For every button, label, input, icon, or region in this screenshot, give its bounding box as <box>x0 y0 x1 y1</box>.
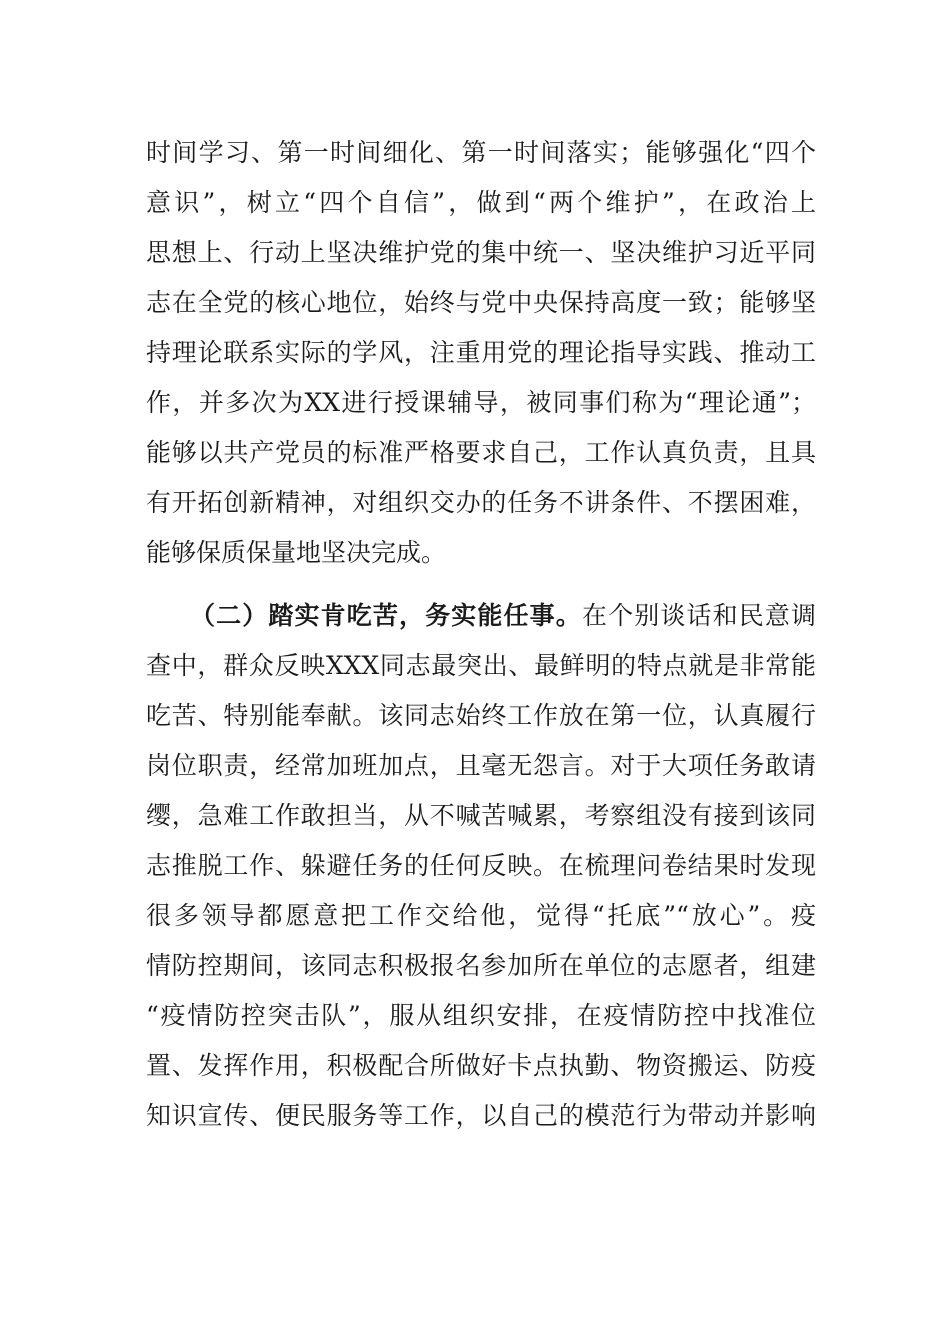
text-line: 查中，群众反映XXX同志最突出、最鲜明的特点就是非常能 <box>146 651 816 680</box>
paragraph-1 <box>146 128 816 578</box>
text-line: 缨，急难工作敢担当，从不喊苦喊累，考察组没有接到该同 <box>146 801 816 830</box>
text-line: 能够保质保量地坚决完成。 <box>146 538 447 567</box>
text-line: 情防控期间，该同志积极报名参加所在单位的志愿者，组建 <box>146 951 816 980</box>
text-line: 志推脱工作、躲避任务的任何反映。在梳理问卷结果时发现 <box>146 851 816 880</box>
text-run: 在个别谈话和民意调 <box>581 601 816 630</box>
text-line: 置、发挥作用，积极配合所做好卡点执勤、物资搬运、防疫 <box>146 1051 816 1080</box>
section-heading: （二）踏实肯吃苦，务实能任事。 <box>190 601 582 630</box>
text-line: 持理论联系实际的学风，注重用党的理论指导实践、推动工 <box>146 338 816 367</box>
paragraph-gap <box>146 578 816 591</box>
text-line-with-heading <box>146 591 816 641</box>
text-line: 能够以共产党员的标准严格要求自己，工作认真负责，且具 <box>146 438 816 467</box>
text-line: 志在全党的核心地位，始终与党中央保持高度一致；能够坚 <box>146 288 816 317</box>
document-body <box>146 128 816 1141</box>
text-line: 知识宣传、便民服务等工作，以自己的模范行为带动并影响 <box>146 1101 816 1130</box>
text-line: 思想上、行动上坚决维护党的集中统一、坚决维护习近平同 <box>146 238 816 267</box>
text-line: 时间学习、第一时间细化、第一时间落实；能够强化“四个 <box>146 138 816 167</box>
text-line: “疫情防控突击队”，服从组织安排，在疫情防控中找准位 <box>146 1001 816 1030</box>
text-line: 意识”，树立“四个自信”，做到“两个维护”，在政治上 <box>146 188 816 217</box>
text-line: 有开拓创新精神，对组织交办的任务不讲条件、不摆困难， <box>146 488 816 517</box>
text-line: 作，并多次为XX进行授课辅导，被同事们称为“理论通”； <box>146 388 816 417</box>
text-line: 很多领导都愿意把工作交给他，觉得“托底”“放心”。疫 <box>146 901 816 930</box>
text-line: 吃苦、特别能奉献。该同志始终工作放在第一位，认真履行 <box>146 701 816 730</box>
text-line: 岗位职责，经常加班加点，且毫无怨言。对于大项任务敢请 <box>146 751 816 780</box>
paragraph-2 <box>146 591 816 1141</box>
